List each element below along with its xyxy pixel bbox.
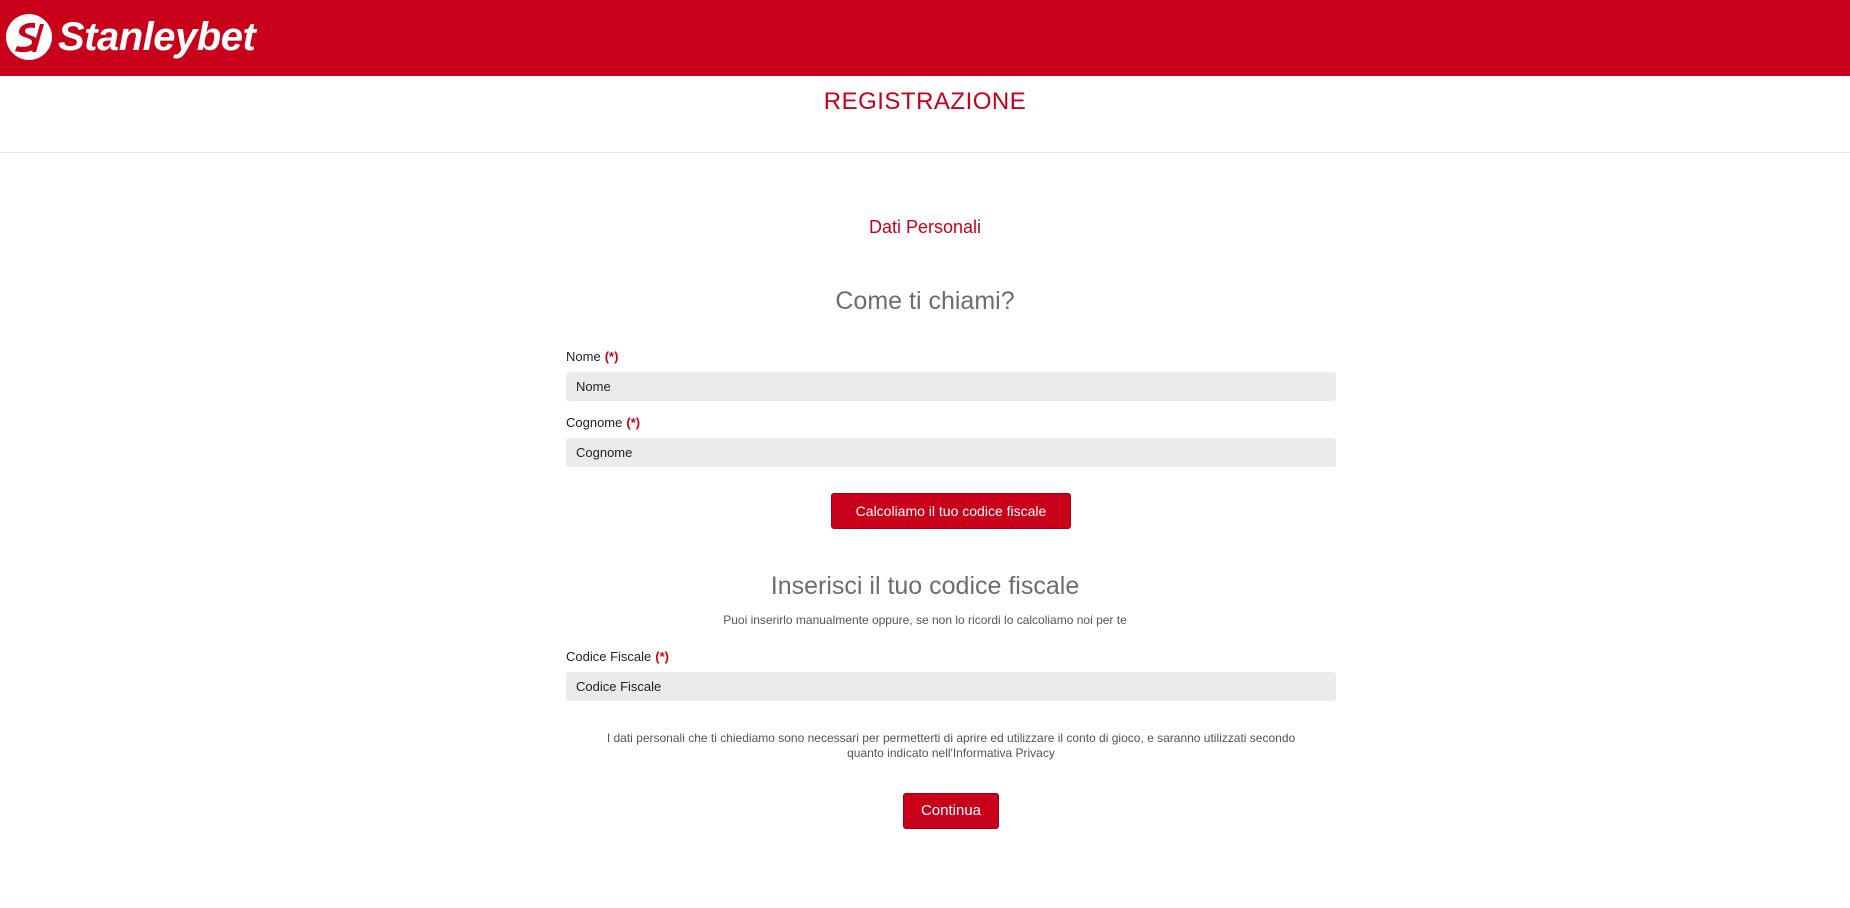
cognome-input[interactable] bbox=[566, 438, 1336, 467]
name-heading: Come ti chiami? bbox=[835, 287, 1015, 315]
top-header-bar bbox=[0, 0, 1850, 76]
required-marker: (*) bbox=[604, 349, 619, 364]
fiscal-code-subtext: Puoi inserirlo manualmente oppure, se non lo ricordi lo calcoliamo noi per te bbox=[723, 613, 1127, 627]
codice-fiscale-label-text: Codice Fiscale bbox=[566, 649, 652, 664]
stanleybet-s-logo-icon bbox=[6, 14, 52, 60]
page-title-bar bbox=[0, 76, 1850, 153]
cognome-label-text: Cognome bbox=[566, 415, 623, 430]
nome-label bbox=[566, 349, 618, 364]
nome-input[interactable] bbox=[566, 372, 1336, 401]
cognome-label bbox=[566, 415, 640, 430]
required-marker: (*) bbox=[655, 649, 669, 664]
calculate-fiscal-code-button[interactable]: Calcoliamo il tuo codice fiscale bbox=[831, 493, 1071, 529]
privacy-notice: I dati personali che ti chiediamo sono necessari per permetterti di aprire ed utilizzare il conto di gioco, e saranno utilizzati secondo quanto indicato nell'Informativa Privacy bbox=[606, 731, 1296, 760]
continue-button[interactable]: Continua bbox=[903, 793, 999, 829]
brand-logo[interactable] bbox=[6, 12, 255, 62]
codice-fiscale-input[interactable] bbox=[566, 672, 1336, 701]
brand-name: Stanleybet bbox=[58, 15, 256, 59]
fiscal-code-heading: Inserisci il tuo codice fiscale bbox=[770, 572, 1080, 600]
required-marker: (*) bbox=[626, 415, 641, 430]
codice-fiscale-label bbox=[566, 649, 669, 664]
page-title: REGISTRAZIONE bbox=[823, 88, 1027, 115]
section-title: Dati Personali bbox=[868, 217, 982, 237]
nome-label-text: Nome bbox=[566, 349, 601, 364]
